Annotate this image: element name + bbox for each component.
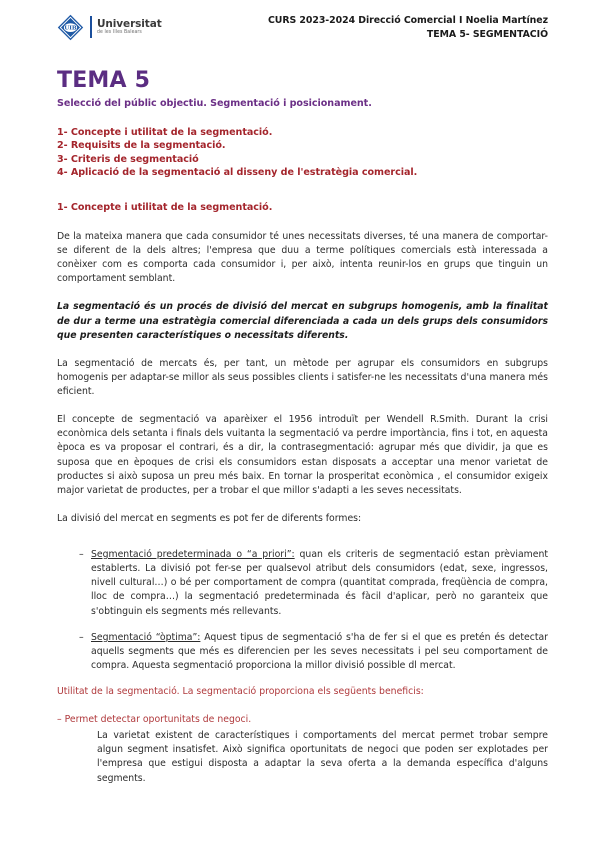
- utility-note: Utilitat de la segmentació. La segmentació proporciona els següents beneficis:: [57, 686, 424, 698]
- page-subtitle: Selecció del públic objectiu. Segmentació i posicionament.: [57, 98, 372, 109]
- bullet-1-label: Segmentació predeterminada o “a priori”:: [91, 549, 295, 561]
- svg-text:UIB: UIB: [64, 25, 77, 32]
- toc-item-4: 4- Aplicació de la segmentació al disseny de l'estratègia comercial.: [57, 167, 418, 179]
- paragraph-method: La segmentació de mercats és, per tant, un mètode per agrupar els consumidors en subgrups homogenis per adaptar-se millor als seus possibles clients i satisfer-ne les necessitats d'una manera més eficient.: [57, 357, 548, 398]
- section-heading-1: 1- Concepte i utilitat de la segmentació.: [57, 201, 273, 213]
- header-line-course: CURS 2023-2024 Direcció Comercial I Noelia Martínez: [267, 15, 548, 26]
- paragraph-history: El concepte de segmentació va aparèixer el 1956 introduït per Wendell R.Smith. Durant la crisi econòmica dels setanta i finals dels vuitanta la segmentació va perdre importància, fins i tot, en aquesta època es va proposar el contrari, és a dir, la contrasegmentació: agrupar més que dividir, ja que es suposa que en èpoques de crisi els consumidors estan disposats a acceptar una menor varietat de productes si això suposa un preu més baix. En tornar la prosperitat econòmica , el consumidor exigeix major varietat de productes, per a trobar el que millor s'adapti a les seves necessitats.: [57, 414, 548, 496]
- list-spacer: [57, 540, 548, 548]
- benefit-item-1-detail: La varietat existent de característiques i comportaments del mercat permet trobar sempre algun segment insatisfet. Això significa oportunitats de negoci que poden ser explotades per l'empresa que estigui disposta a adaptar la seva oferta a la demanda específica d'alguns segments.: [97, 730, 548, 784]
- bullet-1-text: quan els criteris de segmentació estan prèviament establerts. La divisió pot fer-se per qualsevol atribut dels consumidors (edat, sexe, ingressos, nivell cultural…) o bé per comportament de compra (quantitat comprada, freqüència de compra, lloc de compra…) la segmentació predeterminada és fàcil d'aplicar, però no garanteix que s'obtinguin els segments més rellevants.: [91, 549, 548, 617]
- logo-subtitle: de les Illes Balears: [97, 30, 142, 36]
- toc-item-1: 1- Concepte i utilitat de la segmentació.: [57, 126, 273, 138]
- bullet-2-label: Segmentació “òptima”:: [91, 631, 201, 643]
- document-body: [57, 70, 548, 800]
- logo-title: Universitat: [97, 17, 162, 30]
- header-course-info: [268, 14, 548, 41]
- document-header: [0, 0, 600, 58]
- university-logo: [57, 12, 162, 42]
- list-item: [79, 631, 548, 673]
- page-title: TEMA 5: [57, 68, 151, 93]
- paragraph-intro: De la mateixa manera que cada consumidor té unes necessitats diverses, té una manera de comportar-se diferent de la dels altres; l'empresa que duu a terme polítiques comercials està interessada a conèixer com es comporta cada consumidor i, per això, intenta reunir-los en grups que tinguin un comportament semblant.: [57, 230, 548, 285]
- toc-item-2: 2- Requisits de la segmentació.: [57, 140, 226, 152]
- table-of-contents: [57, 126, 548, 180]
- paragraph-division-lead: La divisió del mercat en segments es pot fer de diferents formes:: [57, 512, 362, 524]
- uib-diamond-icon: [57, 14, 84, 41]
- segmentation-types-list: [57, 548, 548, 673]
- bullet-2-text: Aquest tipus de segmentació s'ha de fer si el que es pretén és detectar aquells segments que més es diferencien per les seves necessitats i pel seu comportament de compra. Aquesta segmentació proporciona la millor divisió possible dl mercat.: [91, 631, 549, 671]
- logo-divider: [90, 16, 92, 38]
- toc-item-3: 3- Criteris de segmentació: [57, 153, 199, 165]
- list-item: [79, 548, 548, 619]
- logo-wordmark: [97, 18, 162, 36]
- benefit-item-1: – Permet detectar oportunitats de negoci.: [57, 714, 252, 726]
- header-line-topic: TEMA 5- SEGMENTACIÓ: [426, 28, 548, 40]
- paragraph-definition: La segmentació és un procés de divisió del mercat en subgrups homogenis, amb la finalitat de dur a terme una estratègia comercial diferenciada a cada un dels grups dels consumidors que presenten característiques o necessitats diferents.: [57, 301, 548, 341]
